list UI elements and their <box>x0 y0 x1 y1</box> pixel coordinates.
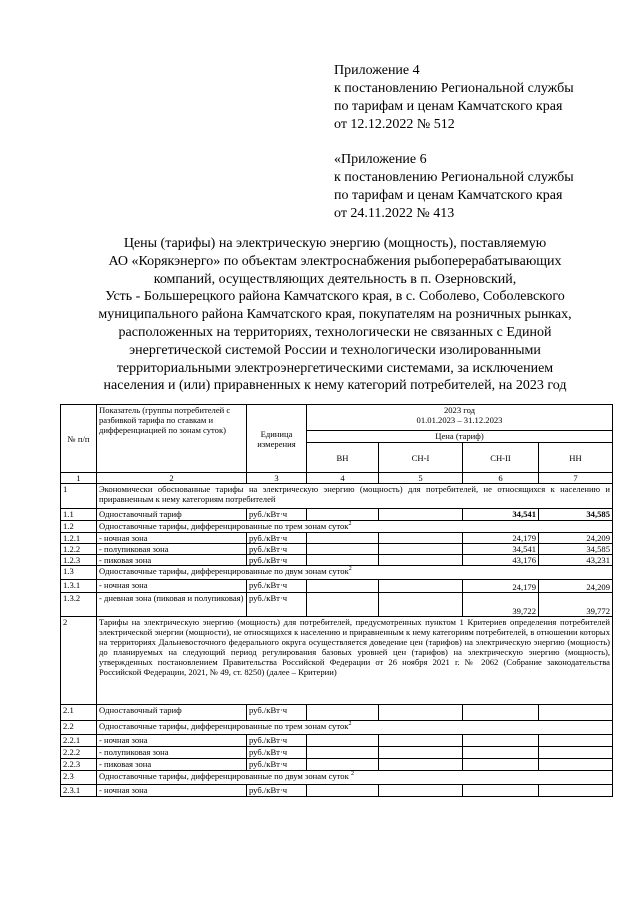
row-num: 2.1 <box>61 705 97 721</box>
header-indicator: Показатель (группы потребителей с разбивкой тарифа по ставкам и дифференциацией по зонам суток) <box>97 405 247 473</box>
tariff-table <box>60 404 613 797</box>
row-text: Одноставочные тарифы, дифференцированные по трем зонам суток <box>99 521 349 531</box>
appendix-6-line: по тарифам и ценам Камчатского края <box>334 188 563 203</box>
column-number: 6 <box>463 473 539 484</box>
row-unit: руб./кВт·ч <box>247 593 307 617</box>
row-num: 2.2.1 <box>61 735 97 747</box>
table-row <box>61 566 613 580</box>
title-line: Усть - Большерецкого района Камчатского края, в с. Соболево, Соболевского <box>105 289 565 305</box>
table-row <box>61 593 613 617</box>
footnote-mark: 2 <box>348 721 352 728</box>
table-row <box>61 785 613 797</box>
row-unit: руб./кВт·ч <box>247 580 307 593</box>
row-num: 2.2 <box>61 721 97 735</box>
value-ch2: 34,541 <box>463 509 539 521</box>
title-line: Цены (тарифы) на электрическую энергию (мощность), поставляемую <box>123 236 547 251</box>
row-text-cell <box>97 721 613 735</box>
row-num: 1.2.3 <box>61 555 97 566</box>
value-nn: 43,231 <box>539 555 613 566</box>
row-text-cell <box>97 521 613 533</box>
row-text-cell <box>97 771 613 785</box>
table-row <box>61 544 613 555</box>
header-price: Цена (тариф) <box>307 431 613 443</box>
appendix-4-line: от 12.12.2022 № 512 <box>334 117 455 132</box>
title-line: территориальными электроэнергетическими системами, за исключением <box>116 360 554 376</box>
title-line: населения и (или) приравненных к нему категорий потребителей, на 2023 год <box>103 378 567 394</box>
row-unit: руб./кВт·ч <box>247 785 307 797</box>
header-unit: Единица измерения <box>247 405 307 473</box>
document-title <box>60 235 610 395</box>
row-num: 1.2 <box>61 521 97 533</box>
appendix-6-line: от 24.11.2022 № 413 <box>334 206 455 221</box>
row-text: Одноставочные тарифы, дифференцированные по двум зонам суток <box>99 771 351 781</box>
value-ch2: 24,179 <box>463 533 539 544</box>
column-number-row <box>61 473 613 484</box>
row-text: Экономически обоснованные тарифы на электрическую энергию (мощность) для потребителей, не относящихся к населению и приравненным к нему категориям потребителей <box>97 484 613 509</box>
row-num: 2.2.2 <box>61 747 97 759</box>
appendix-4-line: Приложение 4 <box>334 63 420 78</box>
row-text: Одноставочный тариф <box>97 509 247 521</box>
row-unit: руб./кВт·ч <box>247 705 307 721</box>
value-nn: 39,772 <box>539 593 613 617</box>
value-ch2: 24,179 <box>463 580 539 593</box>
table-row <box>61 555 613 566</box>
row-text: - полупиковая зона <box>97 747 247 759</box>
row-text: Одноставочный тариф <box>97 705 247 721</box>
footnote-mark: 2 <box>348 521 352 528</box>
title-line: муниципального района Камчатского края, покупателям на розничных рынках, <box>98 307 572 323</box>
column-number: 3 <box>247 473 307 484</box>
row-text: Одноставочные тарифы, дифференцированные по трем зонам суток <box>99 721 349 731</box>
table-row <box>61 617 613 705</box>
value-nn: 24,209 <box>539 533 613 544</box>
column-number: 2 <box>97 473 247 484</box>
row-num: 2 <box>61 617 97 705</box>
value-nn: 24,209 <box>539 580 613 593</box>
row-unit: руб./кВт·ч <box>247 735 307 747</box>
table-row <box>61 771 613 785</box>
row-text: - пиковая зона <box>97 759 247 771</box>
row-unit: руб./кВт·ч <box>247 759 307 771</box>
value-ch2: 43,176 <box>463 555 539 566</box>
row-text: - полупиковая зона <box>97 544 247 555</box>
row-num: 2.2.3 <box>61 759 97 771</box>
row-num: 1.3.2 <box>61 593 97 617</box>
row-num: 1 <box>61 484 97 509</box>
value-ch2: 39,722 <box>463 593 539 617</box>
appendix-4-line: по тарифам и ценам Камчатского края <box>334 99 563 114</box>
header-period: 01.01.2023 – 31.12.2023 <box>416 415 503 425</box>
row-text: - ночная зона <box>97 785 247 797</box>
title-line: АО «Корякэнерго» по объектам электроснабжения рыбоперерабатывающих <box>108 253 562 269</box>
column-number: 4 <box>307 473 379 484</box>
row-text: Тарифы на электрическую энергию (мощность) для потребителей, предусмотренных пунктом 1 Критериев определения потребителей электрической энергии (мощности), не относящихся к населению и приравненным к нему категориям потребителей, в отношении которых на территориях Дальневосточного федерального округа осуществляется доведение цен (тарифов) на электрическую энергию (мощность) до планируемых на следующий период регулирования базовых уровней цен (тарифов) на электрическую энергию (мощность), утвержденных постановлением Правительства Российской Федерации от 26 ноября 2021 г. № 2062 (Собрание законодательства Российской Федерации, 2021, № 49, ст. 8250) (далее – Критерии) <box>97 617 613 705</box>
row-unit: руб./кВт·ч <box>247 747 307 759</box>
header-col-ch1: СН-I <box>379 443 463 473</box>
row-num: 1.1 <box>61 509 97 521</box>
row-text: - ночная зона <box>97 533 247 544</box>
row-num: 2.3.1 <box>61 785 97 797</box>
value-nn: 34,585 <box>539 509 613 521</box>
footnote-mark: 2 <box>350 771 354 778</box>
row-num: 2.3 <box>61 771 97 785</box>
appendix-6-line: «Приложение 6 <box>334 152 427 167</box>
table-row <box>61 509 613 521</box>
row-unit: руб./кВт·ч <box>247 544 307 555</box>
table-row <box>61 735 613 747</box>
header-year <box>307 405 613 431</box>
value-ch2: 34,541 <box>463 544 539 555</box>
appendix-6-line: к постановлению Региональной службы <box>334 170 574 185</box>
appendix-4-block <box>334 62 574 134</box>
row-text: - ночная зона <box>97 735 247 747</box>
table-row <box>61 580 613 593</box>
appendix-6-block <box>334 151 574 223</box>
table-row <box>61 721 613 735</box>
row-num: 1.2.1 <box>61 533 97 544</box>
table-row <box>61 484 613 509</box>
table-row <box>61 521 613 533</box>
header-col-ch2: СН-II <box>463 443 539 473</box>
row-text-cell <box>97 566 613 580</box>
column-number: 7 <box>539 473 613 484</box>
header-num: № п/п <box>61 405 97 473</box>
value-nn: 34,585 <box>539 544 613 555</box>
row-unit: руб./кВт·ч <box>247 533 307 544</box>
header-col-nn: НН <box>539 443 613 473</box>
appendix-4-line: к постановлению Региональной службы <box>334 81 574 96</box>
row-num: 1.3.1 <box>61 580 97 593</box>
table-row <box>61 759 613 771</box>
title-line: энергетической системой России и технологически изолированными <box>129 342 541 358</box>
row-num: 1.3 <box>61 566 97 580</box>
title-line: компаний, осуществляющих деятельность в п. Озерновский, <box>153 271 517 287</box>
header-col-vn: ВН <box>307 443 379 473</box>
row-text: - ночная зона <box>97 580 247 593</box>
table-row <box>61 533 613 544</box>
column-number: 1 <box>61 473 97 484</box>
table-row <box>61 705 613 721</box>
header-year-label: 2023 год <box>443 405 476 415</box>
row-text: - дневная зона (пиковая и полупиковая) <box>97 593 247 617</box>
table-row <box>61 747 613 759</box>
row-num: 1.2.2 <box>61 544 97 555</box>
row-unit: руб./кВт·ч <box>247 555 307 566</box>
column-number: 5 <box>379 473 463 484</box>
row-text: Одноставочные тарифы, дифференцированные по двум зонам суток <box>99 566 349 576</box>
footnote-mark: 2 <box>348 566 352 573</box>
title-line: расположенных на территориях, технологически не связанных с Единой <box>118 324 552 340</box>
row-unit: руб./кВт·ч <box>247 509 307 521</box>
row-text: - пиковая зона <box>97 555 247 566</box>
